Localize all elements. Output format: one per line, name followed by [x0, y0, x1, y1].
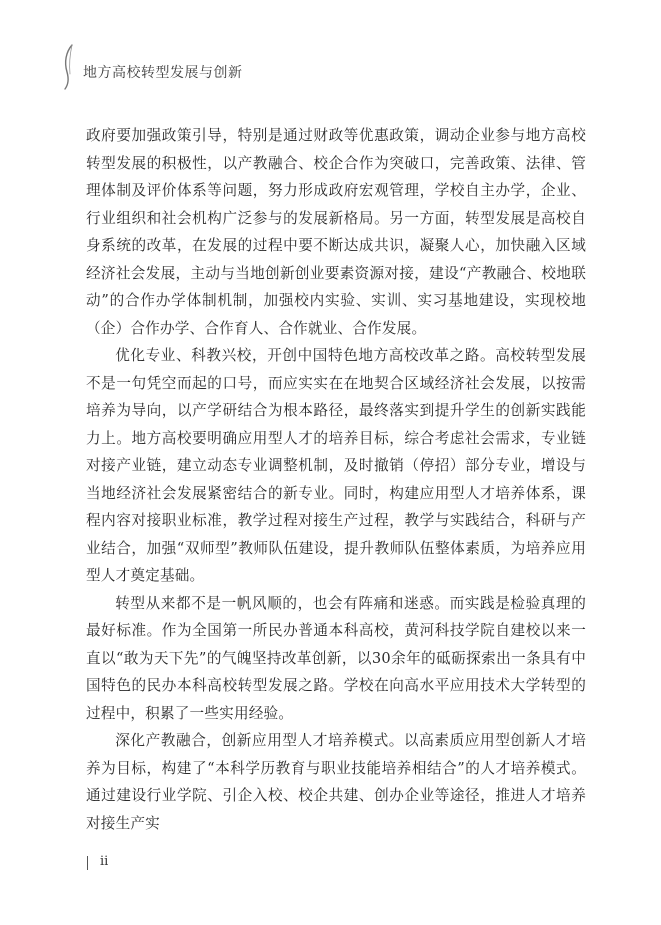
paragraph-2: 优化专业、科教兴校，开创中国特色地方高校改革之路。高校转型发展不是一句凭空而起的口号，而应实实在在地契合区域经济社会发展，以按需培养为导向，以产学研结合为根本路径，最终落实到提升学生的创新实践能力上。地方高校要明确应用型人才的培养目标，综合考虑社会需求，专业链对接产业链，建立动态专业调整机制，及时撤销（停招）部分专业，增设与当地经济社会发展紧密结合的新专业。同时，构建应用型人才培养体系，课程内容对接职业标准，教学过程对接生产过程，教学与实践结合，科研与产业结合，加强“双师型”教师队伍建设，提升教师队伍整体素质，为培养应用型人才奠定基础。 — [86, 347, 586, 584]
folio-divider — [87, 856, 88, 870]
body-text — [86, 122, 586, 837]
paragraph-4: 深化产教融合，创新应用型人才培养模式。以高素质应用型创新人才培养为目标，构建了“本科学历教育与职业技能培养相结合”的人才培养模式。通过建设行业学院、引企入校、校企共建、创办企业等途径，推进人才培养对接生产实 — [86, 732, 586, 832]
paragraph-1: 政府要加强政策引导，特别是通过财政等优惠政策，调动企业参与地方高校转型发展的积极性，以产教融合、校企合作为突破口，完善政策、法律、管理体制及评价体系等问题，努力形成政府宏观管理，学校自主办学，企业、行业组织和社会机构广泛参与的发展新格局。另一方面，转型发展是高校自身系统的改革，在发展的过程中要不断达成共识，凝聚人心，加快融入区域经济社会发展，主动与当地创新创业要素资源对接，建设“产教融合、校地联动”的合作办学体制机制，加强校内实验、实训、实习基地建设，实现校地（企）合作办学、合作育人、合作就业、合作发展。 — [86, 127, 586, 337]
paragraph-3: 转型从来都不是一帆风顺的，也会有阵痛和迷惑。而实践是检验真理的最好标准。作为全国第一所民办普通本科高校，黄河科技学院自建校以来一直以“敢为天下先”的气魄坚持改革创新，以30余年的砥砺探索出一条具有中国特色的民办本科高校转型发展之路。学校在向高水平应用技术大学转型的过程中，积累了一些实用经验。 — [86, 594, 586, 722]
page-number: ii — [100, 854, 109, 869]
running-header-title: 地方高校转型发展与创新 — [83, 65, 243, 81]
quill-stroke-icon — [62, 44, 76, 90]
